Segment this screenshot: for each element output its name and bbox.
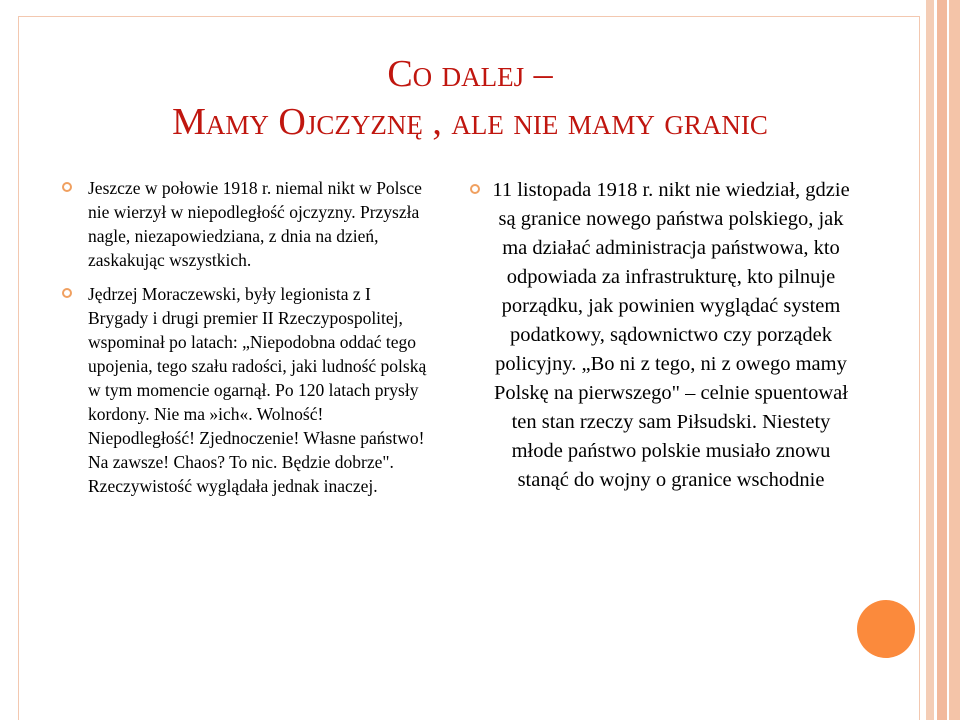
left-column xyxy=(60,176,430,508)
list-item xyxy=(60,176,430,272)
decorative-stripes xyxy=(920,0,960,720)
ring-bullet-icon xyxy=(470,184,480,194)
title-line-1: Co dalej – xyxy=(387,53,553,95)
orange-circle-icon xyxy=(857,600,915,658)
bullet-text: Jędrzej Moraczewski, były legionista z I Brygady i drugi premier II Rzeczypospolitej, wspominał po latach: „Niepodobna oddać tego upojenia, tego szału radości, jaki ludność polską w tym momencie ogarnął. Po 120 latach prysły kordony. Nie ma »ich«. Wolność! Niepodległość! Zjednoczenie! Własne państwo! Na zawsze! Chaos? To nic. Będzie dobrze". Rzeczywistość wyglądała jednak inaczej. xyxy=(88,284,427,496)
right-column xyxy=(462,176,852,505)
slide-title xyxy=(60,50,880,146)
list-item xyxy=(60,282,430,498)
bullet-text: Jeszcze w połowie 1918 r. niemal nikt w Polsce nie wierzył w niepodległość ojczyzny. Przyszła nagle, niezapowiedziana, z dnia na dzień, zaskakując wszystkich. xyxy=(88,178,422,270)
bullet-text: 11 listopada 1918 r. nikt nie wiedział, gdzie są granice nowego państwa polskiego, jak ma działać administracja państwowa, kto odpowiada za infrastrukturę, kto pilnuje porządku, jak powinien wyglądać system podatkowy, sądownictwo czy porządek policyjny. „Bo ni z tego, ni z owego mamy Polskę na pierwszego" – celnie spuentował ten stan rzeczy sam Piłsudski. Niestety młode państwo polskie musiało znowu stanąć do wojny o granice wschodnie xyxy=(492,179,850,491)
list-item xyxy=(462,176,852,495)
ring-bullet-icon xyxy=(62,288,72,298)
title-line-2: Mamy Ojczyznę , ale nie mamy granic xyxy=(172,101,768,143)
ring-bullet-icon xyxy=(62,182,72,192)
